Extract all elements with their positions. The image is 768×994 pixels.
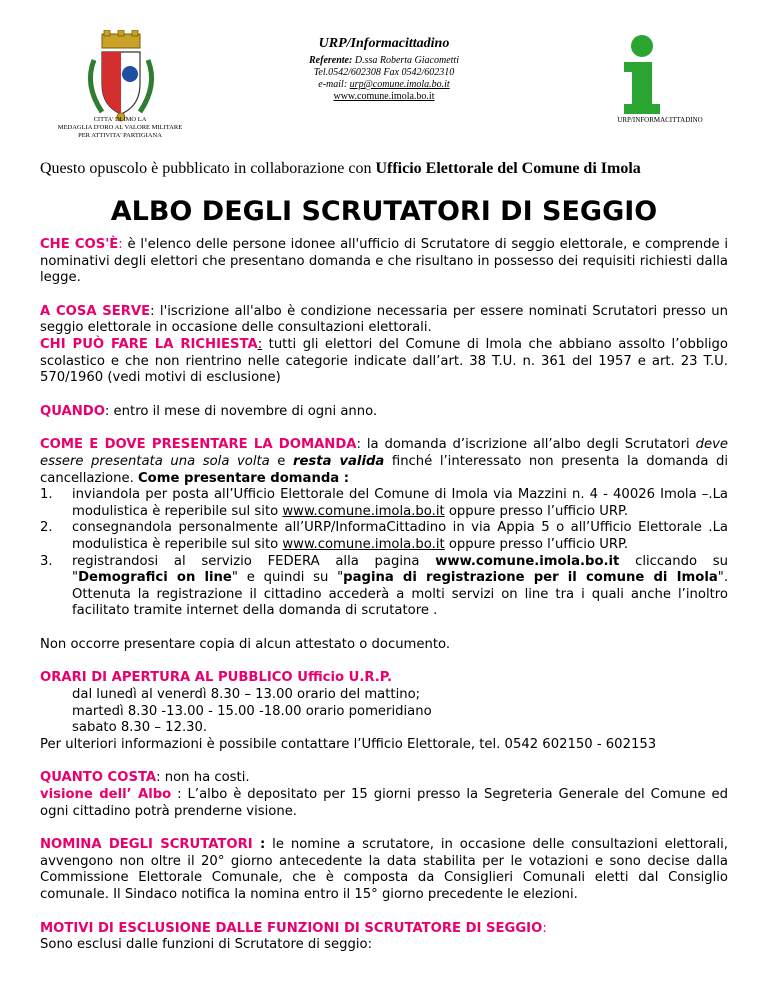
email-link[interactable]: urp@comune.imola.bo.it xyxy=(349,79,450,90)
tel-fax: Tel.0542/602308 Fax 0542/602310 xyxy=(313,67,455,78)
section-how-t1: : la domanda d’iscrizione all’albo degli Scrutatori xyxy=(356,437,696,453)
list-item-text: inviandola per posta all’Ufficio Elettorale del Comune di Imola via Mazzini n. 4 - 40026 Imola –.La modulistica è reperibile sul sito xyxy=(72,487,728,519)
section-how-t6: Come presentare domanda : xyxy=(137,470,350,486)
section-who-label: CHI PUÒ FARE LA RICHIESTA xyxy=(40,336,258,352)
list-item-number: 2. xyxy=(40,520,53,536)
section-how xyxy=(40,437,728,487)
section-who-colon: : xyxy=(257,336,263,352)
hours-tuesday: martedì 8.30 -13.00 - 15.00 -18.00 orario pomeridiano xyxy=(72,703,432,719)
list-item xyxy=(40,554,728,620)
urp-title: URP/Informacittadino xyxy=(318,36,450,51)
imola-crest-logo xyxy=(80,30,162,122)
section-when-text: : entro il mese di novembre di ogni anno. xyxy=(104,403,378,419)
list-item-text-mid: cliccando su " xyxy=(72,553,728,586)
section-appointment-label: NOMINA DEGLI SCRUTATORI xyxy=(40,837,253,853)
section-how-label: COME E DOVE PRESENTARE LA DOMANDA xyxy=(40,437,357,453)
section-what xyxy=(40,237,728,287)
section-appointment-colon: : xyxy=(252,837,266,853)
list-item-text-end: ". Ottenuta la registrazione il cittadino accederà a molti servizi on line tra i quali anche l’inoltro facilitato tramite internet della domanda di scrutatore . xyxy=(72,570,729,619)
section-what-colon: : xyxy=(118,237,123,252)
section-how-t5: finché l’interessato non presenta la domanda di cancellazione. xyxy=(40,453,729,486)
list-item xyxy=(40,487,728,520)
list-item-text-end: oppure presso l’ufficio URP. xyxy=(444,503,629,519)
section-cost xyxy=(40,770,728,787)
referente-line xyxy=(240,55,528,67)
list-item xyxy=(40,520,728,553)
collaboration-note xyxy=(40,160,740,178)
list-item-number: 3. xyxy=(40,553,53,569)
section-how-t3: e xyxy=(269,453,293,469)
section-appointment xyxy=(40,837,728,903)
list-item-text: consegnandola personalmente all’URP/InformaCittadino in via Appia 5 o all’Ufficio Elettorale .La modulistica è reperibile sul sito xyxy=(72,520,728,552)
crest-caption xyxy=(40,116,200,140)
list-item-text-end: oppure presso l’ufficio URP. xyxy=(444,536,629,552)
collab-office: Ufficio Elettorale del Comune di Imola xyxy=(375,160,641,177)
list-item-text-mid2: " e quindi su " xyxy=(231,570,344,586)
section-when xyxy=(40,404,728,421)
section-purpose-label: A COSA SERVE xyxy=(40,303,151,319)
section-purpose-text: : l'iscrizione all'albo è condizione necessaria per essere nominati Scrutatori presso un seggio elettorale in occasione delle consultazioni elettorali. xyxy=(40,303,728,336)
section-hours-label: ORARI DI APERTURA AL PUBBLICO Ufficio U.R.P. xyxy=(40,670,393,686)
crest-caption-city: CITTA' DI IMO LA xyxy=(93,116,147,123)
hours-contact: Per ulteriori informazioni è possibile contattare l’Ufficio Elettorale, tel. 0542 602150 - 602153 xyxy=(40,736,657,752)
section-purpose xyxy=(40,304,728,337)
referente-label: Referente: xyxy=(309,55,353,66)
document-title: ALBO DEGLI SCRUTATORI DI SEGGIO xyxy=(110,196,658,227)
section-exclusion-label: MOTIVI DI ESCLUSIONE DALLE FUNZIONI DI SCRUTATORE DI SEGGIO xyxy=(40,920,543,936)
section-what-label: CHE COS'È xyxy=(40,237,119,252)
section-exclusion-colon: : xyxy=(542,920,547,936)
hours-saturday: sabato 8.30 – 12.30. xyxy=(72,720,208,736)
website-link[interactable]: www.comune.imola.bo.it xyxy=(333,91,435,102)
urp-contact-block xyxy=(240,36,528,103)
registration-page: pagina di registrazione per il comune di Imola xyxy=(343,570,718,586)
website-link[interactable]: www.comune.imola.bo.it xyxy=(282,536,445,552)
document-body xyxy=(40,237,728,954)
section-cost-label: QUANTO COSTA xyxy=(40,770,157,786)
website-line xyxy=(240,91,528,103)
section-view xyxy=(40,787,728,820)
section-exclusion xyxy=(40,921,728,938)
email-line xyxy=(240,79,528,91)
info-icon xyxy=(610,34,674,114)
referente-name: D.ssa Roberta Giacometti xyxy=(354,55,459,66)
email-label: e-mail: xyxy=(318,79,348,90)
section-view-text: : L’albo è depositato per 15 giorni presso la Segreteria Generale del Comune ed ogni cittadino potrà prenderne visione. xyxy=(40,787,728,819)
no-documents-note: Non occorre presentare copia di alcun attestato o documento. xyxy=(40,636,451,652)
info-glyph: i xyxy=(641,51,643,52)
list-item-number: 1. xyxy=(40,487,53,503)
section-how-t2: deve essere presentata una sola volta xyxy=(40,437,729,469)
demografici-online: Demografici on line xyxy=(78,570,232,586)
submission-methods-list xyxy=(40,487,728,620)
section-view-label: visione dell’ Albo xyxy=(40,787,172,803)
section-when-label: QUANDO xyxy=(40,403,105,419)
crest-caption-reason: PER ATTIVITA' PARTIGIANA xyxy=(78,132,162,139)
section-appointment-text: le nomine a scrutatore, in occasione delle consultazioni elettorali, avvengono non oltre il 20° giorno antecedente la data stabilita per le votazioni e sono decise dalla Commissione Elettorale Comunale, che è composta da Consiglieri Comunali eletti dal Consiglio comunale. Il Sindaco notifica la nomina entro il 15° giorno precedente le elezioni. xyxy=(40,837,728,902)
section-cost-text: : non ha costi. xyxy=(156,770,250,786)
list-item-text: registrandosi al servizio FEDERA alla pagina xyxy=(72,553,436,569)
website-bold[interactable]: www.comune.imola.bo.it xyxy=(435,553,620,569)
hours-weekdays: dal lunedì al venerdì 8.30 – 13.00 orario del mattino; xyxy=(72,687,421,703)
section-who xyxy=(40,337,728,387)
section-what-text: è l'elenco delle persone idonee all'ufficio di Scrutatore di seggio elettorale, e comprende i nominativi degli elettori che presentano domanda e che risultano in possesso dei requisiti richiesti dalla legge. xyxy=(40,237,728,286)
section-exclusion-text: Sono esclusi dalle funzioni di Scrutatore di seggio: xyxy=(40,937,373,953)
section-who-text: tutti gli elettori del Comune di Imola che abbiano assolto l’obbligo scolastico e che non rientrino nelle categorie indicate dall’art. 38 T.U. n. 361 del 1957 e art. 23 T.U. 570/1960 (vedi motivi di esclusione) xyxy=(40,336,728,386)
crest-caption-medal: MEDAGLIA D'ORO AL VALORE MILITARE xyxy=(57,124,183,131)
collab-prefix: Questo opuscolo è pubblicato in collaborazione con xyxy=(40,160,372,177)
section-hours xyxy=(40,670,728,687)
website-link[interactable]: www.comune.imola.bo.it xyxy=(282,503,445,519)
section-how-t4: resta valida xyxy=(292,453,385,469)
info-caption: URP/INFORMACITTADINO xyxy=(617,116,703,124)
